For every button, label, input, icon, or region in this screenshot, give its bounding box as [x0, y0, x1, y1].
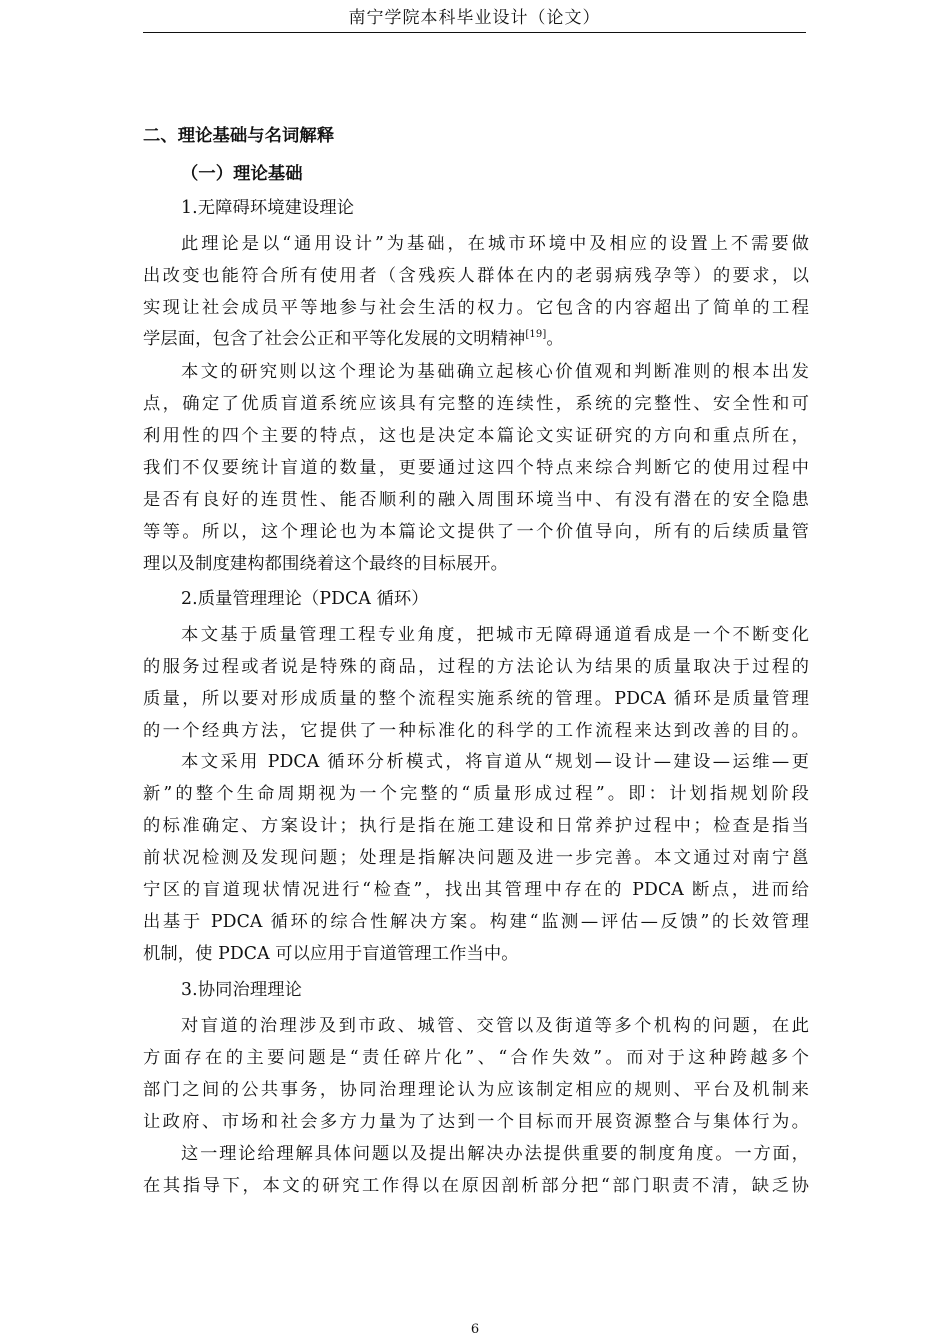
paragraph-line: 部门之间的公共事务，协同治理理论认为应该制定相应的规则、平台及机制来 [143, 1080, 809, 1100]
theory3-heading: 3.协同治理理论 [181, 980, 302, 1000]
paragraph-line: 的一个经典方法，它提供了一种标准化的科学的工作流程来达到改善的目的。 [143, 721, 809, 741]
paragraph-line: 本文采用 PDCA 循环分析模式，将盲道从“规划—设计—建设—运维—更 [181, 752, 809, 772]
paragraph-line: 的服务过程或者说是特殊的商品，过程的方法论认为结果的质量取决于过程的 [143, 657, 809, 677]
paragraph-line: 点，确定了优质盲道系统应该具有完整的连续性，系统的完整性、安全性和可 [143, 394, 809, 414]
paragraph-line: 是否有良好的连贯性、能否顺利的融入周围环境当中、有没有潜在的安全隐患 [143, 490, 809, 510]
paragraph-line: 机制，使 PDCA 可以应用于盲道管理工作当中。 [143, 944, 519, 964]
paragraph-line [143, 323, 809, 355]
theory1-heading: 1.无障碍环境建设理论 [181, 198, 355, 218]
section-title: 二、理论基础与名词解释 [143, 126, 335, 146]
paragraph-end: 。 [546, 329, 564, 349]
paragraph-line: 理以及制度建构都围绕着这个最终的目标展开。 [143, 554, 509, 574]
citation-ref: [19] [525, 329, 547, 341]
page-number: 6 [470, 1322, 480, 1337]
paragraph-line: 的标准确定、方案设计；执行是指在施工建设和日常养护过程中；检查是指当 [143, 816, 809, 836]
paragraph-line: 质量，所以要对形成质量的整个流程实施系统的管理。PDCA 循环是质量管理 [143, 689, 809, 709]
paragraph-line: 我们不仅要统计盲道的数量，更要通过这四个特点来综合判断它的使用过程中 [143, 458, 809, 478]
paragraph-line: 让政府、市场和社会多方力量为了达到一个目标而开展资源整合与集体行为。 [143, 1112, 809, 1132]
paragraph-line: 实现让社会成员平等地参与社会生活的权力。它包含的内容超出了简单的工程 [143, 298, 809, 318]
paragraph-line: 宁区的盲道现状情况进行“检查”，找出其管理中存在的 PDCA 断点，进而给 [143, 880, 809, 900]
paragraph-line: 出改变也能符合所有使用者（含残疾人群体在内的老弱病残孕等）的要求，以 [143, 266, 809, 286]
page-header: 南宁学院本科毕业设计（论文） [143, 6, 806, 33]
paragraph-line: 新”的整个生命周期视为一个完整的“质量形成过程”。即：计划指规划阶段 [143, 784, 809, 804]
paragraph-line: 这一理论给理解具体问题以及提出解决办法提供重要的制度角度。一方面， [181, 1144, 809, 1164]
subsection-title: （一）理论基础 [181, 164, 303, 184]
paragraph-line: 利用性的四个主要的特点，这也是决定本篇论文实证研究的方向和重点所在， [143, 426, 809, 446]
paragraph-line: 对盲道的治理涉及到市政、城管、交管以及街道等多个机构的问题，在此 [181, 1016, 809, 1036]
paragraph-line: 本文的研究则以这个理论为基础确立起核心价值观和判断准则的根本出发 [181, 362, 809, 382]
paragraph-text: 学层面，包含了社会公正和平等化发展的文明精神 [143, 329, 526, 349]
paragraph-line: 此理论是以“通用设计”为基础，在城市环境中及相应的设置上不需要做 [181, 234, 809, 254]
paragraph-line: 在其指导下，本文的研究工作得以在原因剖析部分把“部门职责不清，缺乏协 [143, 1176, 809, 1196]
paragraph-line: 本文基于质量管理工程专业角度，把城市无障碍通道看成是一个不断变化 [181, 625, 809, 645]
paragraph-line: 前状况检测及发现问题；处理是指解决问题及进一步完善。本文通过对南宁邕 [143, 848, 809, 868]
paragraph-line: 出基于 PDCA 循环的综合性解决方案。构建“监测—评估—反馈”的长效管理 [143, 912, 809, 932]
theory2-heading: 2.质量管理理论（PDCA 循环） [181, 589, 429, 609]
paragraph-line: 方面存在的主要问题是“责任碎片化”、“合作失效”。而对于这种跨越多个 [143, 1048, 809, 1068]
paragraph-line: 等等。所以，这个理论也为本篇论文提供了一个价值导向，所有的后续质量管 [143, 522, 809, 542]
